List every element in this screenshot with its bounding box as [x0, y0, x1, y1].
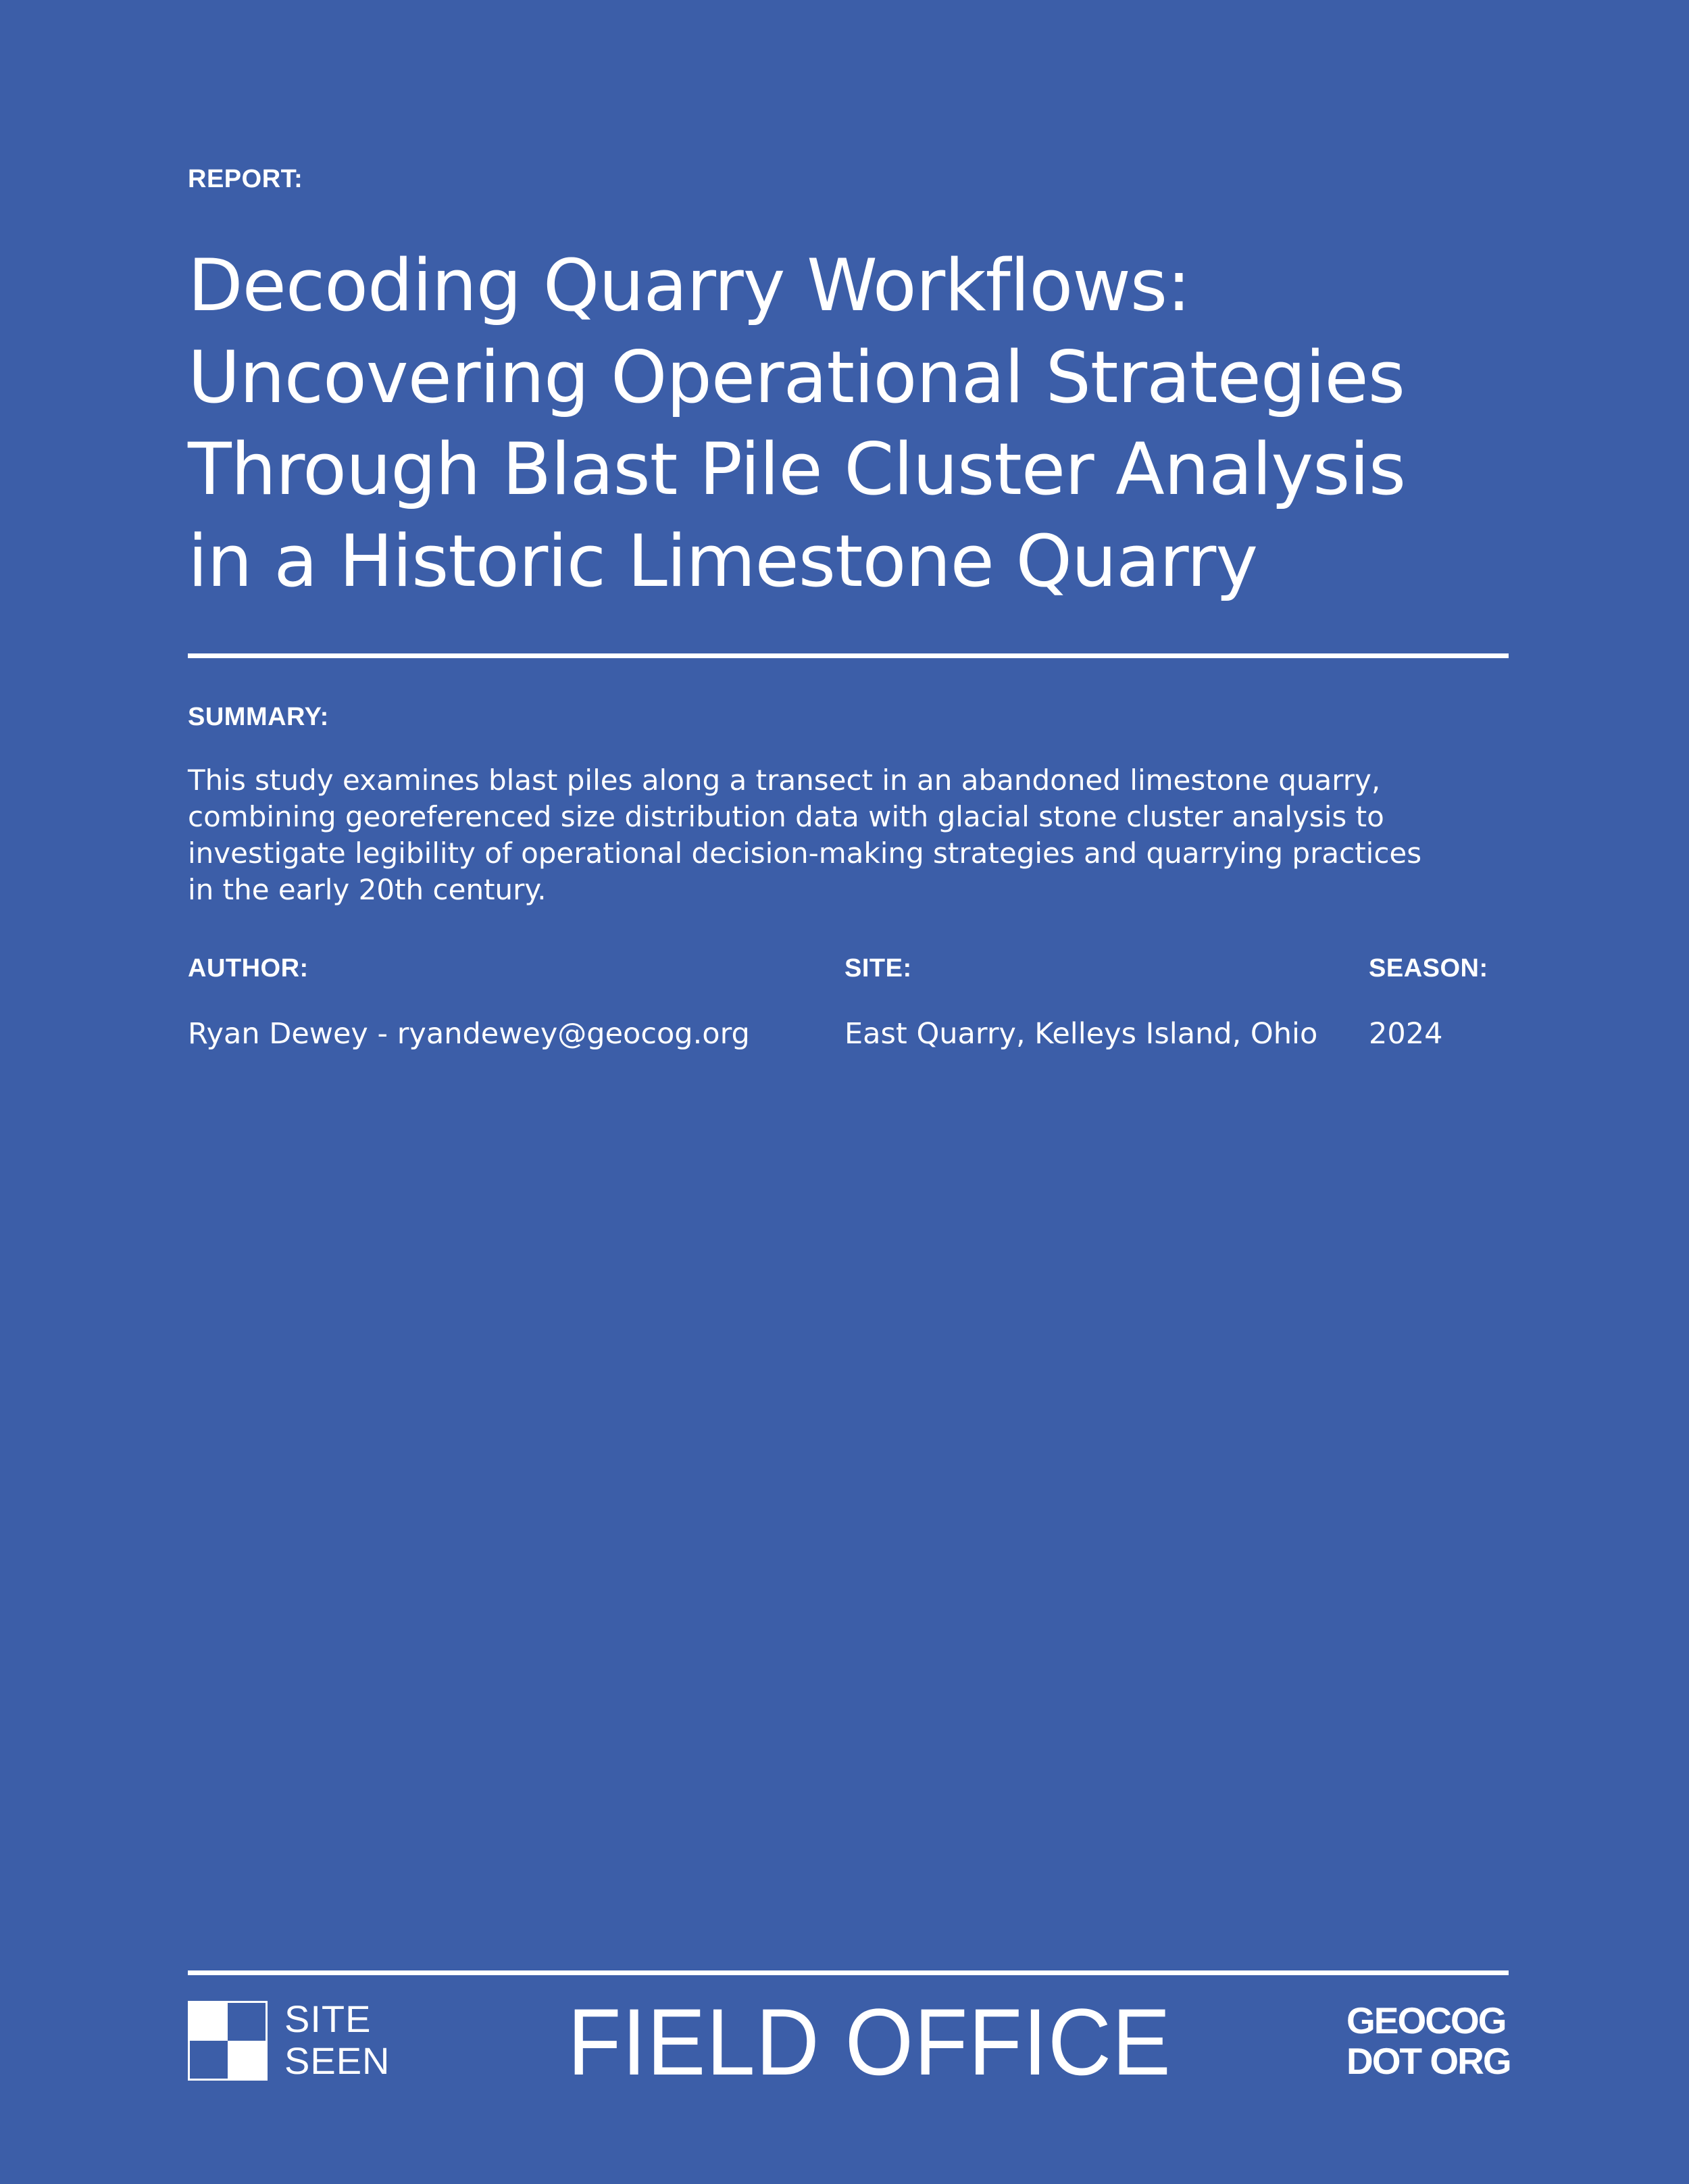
divider-top	[188, 653, 1509, 658]
summary-line: investigate legibility of operational decision-making strategies and quarrying practices	[188, 837, 1422, 870]
summary-text	[188, 762, 1505, 908]
summary-line: This study examines blast piles along a transect in an abandoned limestone quarry,	[188, 764, 1381, 797]
report-cover	[188, 0, 1509, 2184]
site-seen-wordmark	[284, 1998, 390, 2082]
logo-line: SEEN	[284, 2039, 390, 2082]
logo-line: SITE	[284, 1997, 372, 2040]
author-value: Ryan Dewey - ryandewey@geocog.org	[188, 1017, 750, 1051]
site-value: East Quarry, Kelleys Island, Ohio	[844, 1017, 1318, 1051]
season-label: SEASON:	[1369, 954, 1488, 983]
divider-bottom	[188, 1970, 1509, 1975]
logo-line: DOT ORG	[1346, 2040, 1511, 2082]
season-value: 2024	[1369, 1017, 1443, 1051]
summary-label: SUMMARY:	[188, 703, 329, 731]
report-label: REPORT:	[188, 165, 303, 193]
author-label: AUTHOR:	[188, 954, 309, 983]
title-line: Through Blast Pile Cluster Analysis	[188, 428, 1406, 511]
checker-icon	[188, 2001, 268, 2081]
site-label: SITE:	[844, 954, 912, 983]
summary-line: combining georeferenced size distribution data with glacial stone cluster analysis to	[188, 800, 1384, 833]
summary-line: in the early 20th century.	[188, 873, 547, 906]
report-title	[188, 240, 1509, 607]
field-office-wordmark: FIELD OFFICE	[568, 1989, 1171, 2095]
title-line: in a Historic Limestone Quarry	[188, 520, 1258, 603]
geocog-logo	[1346, 2000, 1509, 2081]
title-line: Decoding Quarry Workflows:	[188, 244, 1190, 327]
logo-line: GEOCOG	[1346, 2000, 1506, 2041]
site-seen-logo	[188, 1997, 390, 2087]
title-line: Uncovering Operational Strategies	[188, 336, 1405, 419]
